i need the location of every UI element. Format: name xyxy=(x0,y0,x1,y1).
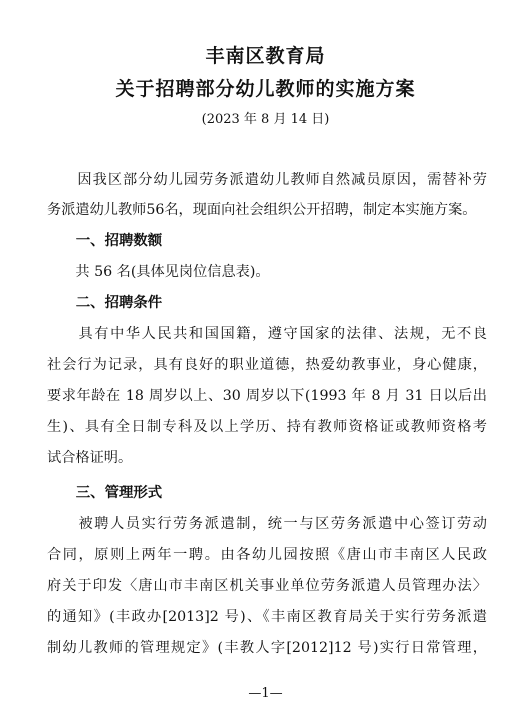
section-2-line: 试合格证明。 xyxy=(47,450,133,466)
section-2-line: 具有中华人民共和国国籍，遵守国家的法律、法规，无不良 xyxy=(47,326,487,342)
section-3-line: 被聘人员实行劳务派遣制，统一与区劳务派遣中心签订劳动 xyxy=(47,516,487,532)
section-3-line: 的通知》(丰政办[2013]2 号)、《丰南区教育局关于实行劳务派遣 xyxy=(47,609,487,625)
section-2-line: 生)、具有全日制专科及以上学历、持有教师资格证或教师资格考 xyxy=(47,419,487,435)
intro-line: 务派遣幼儿教师56名，现面向社会组织公开招聘，制定本实施方案。 xyxy=(47,202,477,218)
section-2-line: 社会行为记录，具有良好的职业道德，热爱幼教事业，身心健康， xyxy=(47,357,487,373)
document-title-line1: 丰南区教育局 xyxy=(205,45,326,67)
section-3-line: 制幼儿教师的管理规定》(丰教人字[2012]12 号)实行日常管理， xyxy=(47,640,487,656)
section-heading-1: 一、招聘数额 xyxy=(47,233,163,249)
section-heading-2: 二、招聘条件 xyxy=(47,295,163,311)
section-2-line: 要求年龄在 18 周岁以上、30 周岁以下(1993 年 8 月 31 日以后出 xyxy=(47,388,487,404)
section-1-line: 共 56 名(具体见岗位信息表)。 xyxy=(47,264,270,280)
intro-line: 因我区部分幼儿园劳务派遣幼儿教师自然减员原因，需替补劳 xyxy=(47,172,487,188)
section-heading-3: 三、管理形式 xyxy=(47,485,163,501)
section-3-line: 府关于印发〈唐山市丰南区机关事业单位劳务派遣人员管理办法〉 xyxy=(47,578,487,594)
document-title-line2: 关于招聘部分幼儿教师的实施方案 xyxy=(115,78,416,100)
document-date: (2023 年 8 月 14 日) xyxy=(201,112,330,127)
page-number: —1— xyxy=(248,686,283,701)
section-3-line: 合同，原则上两年一聘。由各幼儿园按照《唐山市丰南区人民政 xyxy=(47,547,487,563)
